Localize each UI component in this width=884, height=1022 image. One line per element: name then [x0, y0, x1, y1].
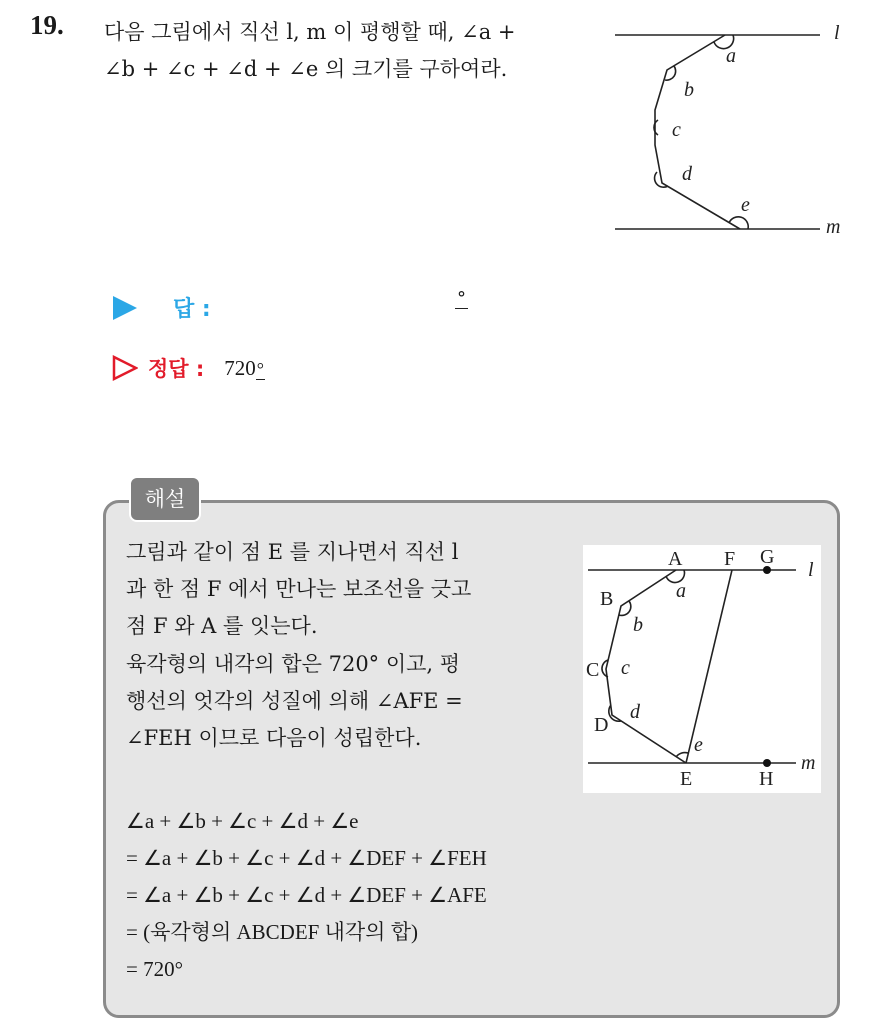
point-label-D: D	[594, 714, 609, 736]
explanation-line-6: ∠FEH 이므로 다음이 성립한다.	[126, 726, 422, 751]
point-label-A: A	[668, 548, 683, 570]
point-H-dot	[763, 759, 771, 767]
point-label-G: G	[760, 546, 775, 568]
question-number: 19.	[30, 10, 64, 40]
equation-line-2: = ∠a + ∠b + ∠c + ∠d + ∠DEF + ∠FEH	[126, 846, 487, 870]
equation-line-5: = 720°	[126, 957, 183, 981]
angle-label-e: e	[741, 194, 750, 216]
equation-line-4: = (육각형의 ABCDEF 내각의 합)	[126, 920, 418, 944]
line-label-m: m	[826, 216, 841, 238]
point-label-C: C	[586, 659, 600, 681]
answer-row	[113, 292, 211, 323]
point-label-E: E	[680, 768, 693, 790]
point-label-B: B	[600, 588, 614, 610]
equation-line-3: = ∠a + ∠b + ∠c + ∠d + ∠DEF + ∠AFE	[126, 883, 487, 907]
outline-arrow-icon	[112, 355, 138, 381]
auxiliary-line-EF	[686, 570, 732, 763]
angle-label-c: c	[672, 119, 681, 141]
explanation-line-2: 과 한 점 F 에서 만나는 보조선을 긋고	[126, 577, 472, 602]
play-arrow-icon	[113, 296, 137, 320]
explanation-line-3: 점 F 와 A 를 잇는다.	[126, 614, 318, 639]
explanation-line-1: 그림과 같이 점 E 를 지나면서 직선 l	[126, 540, 459, 564]
hexagon-path	[606, 570, 686, 763]
correct-answer-label: 정답 :	[148, 357, 205, 381]
answer-label: 답 :	[173, 297, 211, 322]
angle-label-d: d	[630, 701, 640, 723]
point-label-H: H	[759, 768, 774, 790]
explanation-line-5: 행선의 엇각의 성질에 의해 ∠AFE =	[126, 688, 463, 713]
answer-blank[interactable]: °	[457, 288, 466, 309]
question-text	[104, 14, 584, 88]
explanation-tag: 해설	[129, 476, 201, 522]
line-label-l: l	[808, 559, 814, 581]
explanation-text	[126, 534, 546, 757]
line-label-m: m	[801, 752, 816, 774]
correct-value-number: 720	[224, 355, 256, 380]
equation-block	[126, 803, 487, 988]
correct-value-degree: °	[256, 358, 264, 379]
explanation-figure	[583, 545, 821, 793]
angle-arc-e	[729, 217, 748, 229]
angle-label-c: c	[621, 657, 630, 679]
angle-arc-e	[676, 753, 688, 757]
correct-answer-row	[112, 353, 265, 383]
angle-label-a: a	[726, 45, 736, 67]
equation-line-1: ∠a + ∠b + ∠c + ∠d + ∠e	[126, 809, 359, 833]
angle-label-a: a	[676, 580, 686, 602]
angle-label-b: b	[684, 79, 694, 101]
correct-answer-value	[224, 356, 265, 381]
angle-label-d: d	[682, 163, 692, 185]
explanation-line-4: 육각형의 내각의 합은 720° 이고, 평	[126, 651, 461, 676]
question-figure	[610, 20, 860, 245]
question-line-2: ∠b + ∠c + ∠d + ∠e 의 크기를 구하여라.	[104, 57, 508, 81]
angle-label-e: e	[694, 734, 703, 756]
question-line-1: 다음 그림에서 직선 l, m 이 평행할 때, ∠a +	[104, 20, 516, 44]
line-label-l: l	[834, 22, 840, 44]
angle-label-b: b	[633, 614, 643, 636]
point-label-F: F	[724, 548, 736, 570]
